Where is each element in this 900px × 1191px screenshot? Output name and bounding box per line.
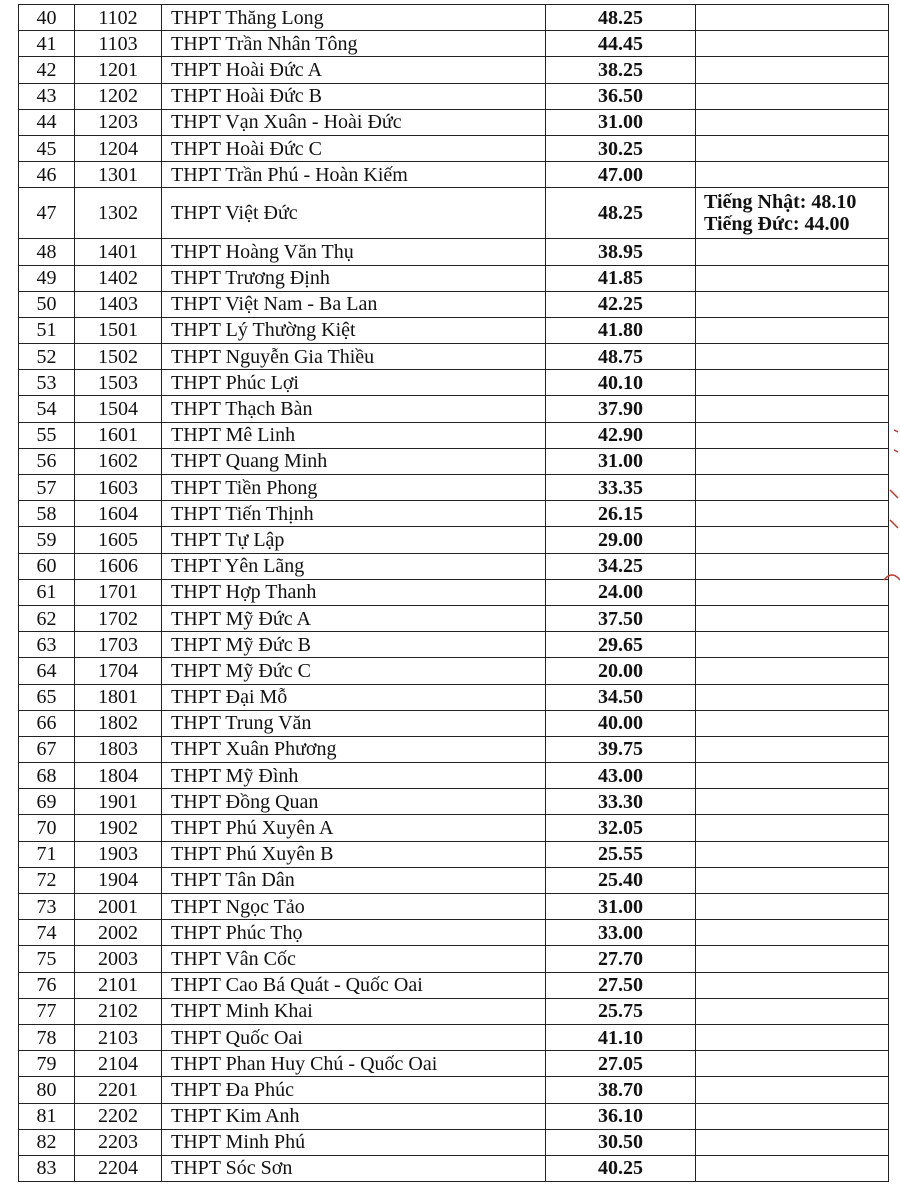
row-number-cell: 60 [19, 553, 75, 579]
row-number-cell: 51 [19, 317, 75, 343]
table-row [19, 605, 889, 631]
cutoff-score-cell: 25.40 [546, 867, 696, 893]
school-name-cell: THPT Thăng Long [162, 5, 546, 31]
school-name-cell: THPT Hoài Đức C [162, 135, 546, 161]
school-name-cell: THPT Hoài Đức A [162, 57, 546, 83]
school-code-cell: 1602 [75, 448, 162, 474]
note-cell [696, 632, 889, 658]
cutoff-score-cell: 42.90 [546, 422, 696, 448]
row-number-cell: 59 [19, 527, 75, 553]
table-row [19, 736, 889, 762]
school-name-cell: THPT Xuân Phương [162, 736, 546, 762]
note-cell [696, 527, 889, 553]
school-code-cell: 1802 [75, 710, 162, 736]
note-cell [696, 815, 889, 841]
note-cell [696, 1051, 889, 1077]
row-number-cell: 80 [19, 1077, 75, 1103]
row-number-cell: 46 [19, 162, 75, 188]
admission-score-table [18, 4, 889, 1182]
cutoff-score-cell: 30.25 [546, 135, 696, 161]
school-name-cell: THPT Vạn Xuân - Hoài Đức [162, 109, 546, 135]
cutoff-score-cell: 40.25 [546, 1155, 696, 1181]
table-row [19, 684, 889, 710]
school-code-cell: 1102 [75, 5, 162, 31]
school-name-cell: THPT Đồng Quan [162, 789, 546, 815]
school-code-cell: 1904 [75, 867, 162, 893]
note-cell [696, 188, 889, 239]
school-code-cell: 2102 [75, 998, 162, 1024]
cutoff-score-cell: 33.35 [546, 475, 696, 501]
school-name-cell: THPT Minh Phú [162, 1129, 546, 1155]
row-number-cell: 70 [19, 815, 75, 841]
table-row [19, 815, 889, 841]
cutoff-score-cell: 37.50 [546, 605, 696, 631]
cutoff-score-cell: 33.00 [546, 920, 696, 946]
school-code-cell: 1103 [75, 31, 162, 57]
school-name-cell: THPT Tự Lập [162, 527, 546, 553]
school-name-cell: THPT Nguyễn Gia Thiều [162, 344, 546, 370]
table-row [19, 789, 889, 815]
school-code-cell: 1403 [75, 291, 162, 317]
note-cell [696, 57, 889, 83]
school-code-cell: 1803 [75, 736, 162, 762]
note-cell [696, 501, 889, 527]
table-row [19, 998, 889, 1024]
table-row [19, 1103, 889, 1129]
school-name-cell: THPT Minh Khai [162, 998, 546, 1024]
cutoff-score-cell: 25.55 [546, 841, 696, 867]
school-code-cell: 1402 [75, 265, 162, 291]
school-code-cell: 2103 [75, 1024, 162, 1050]
row-number-cell: 78 [19, 1024, 75, 1050]
note-cell [696, 1077, 889, 1103]
school-name-cell: THPT Đa Phúc [162, 1077, 546, 1103]
school-code-cell: 2204 [75, 1155, 162, 1181]
note-cell [696, 553, 889, 579]
school-code-cell: 2003 [75, 946, 162, 972]
school-code-cell: 1702 [75, 605, 162, 631]
note-cell [696, 239, 889, 265]
school-code-cell: 1501 [75, 317, 162, 343]
school-name-cell: THPT Mỹ Đức B [162, 632, 546, 658]
table-row [19, 239, 889, 265]
note-cell [696, 135, 889, 161]
row-number-cell: 54 [19, 396, 75, 422]
table-row [19, 579, 889, 605]
cutoff-score-cell: 29.00 [546, 527, 696, 553]
school-code-cell: 2101 [75, 972, 162, 998]
school-code-cell: 2002 [75, 920, 162, 946]
table-row [19, 475, 889, 501]
cutoff-score-cell: 31.00 [546, 448, 696, 474]
school-code-cell: 1301 [75, 162, 162, 188]
table-row [19, 632, 889, 658]
row-number-cell: 43 [19, 83, 75, 109]
school-code-cell: 1606 [75, 553, 162, 579]
table-row [19, 188, 889, 239]
cutoff-score-cell: 41.10 [546, 1024, 696, 1050]
table-row [19, 448, 889, 474]
table-row [19, 422, 889, 448]
table-row [19, 135, 889, 161]
school-name-cell: THPT Cao Bá Quát - Quốc Oai [162, 972, 546, 998]
cutoff-score-cell: 47.00 [546, 162, 696, 188]
cutoff-score-cell: 41.85 [546, 265, 696, 291]
note-cell [696, 422, 889, 448]
row-number-cell: 47 [19, 188, 75, 239]
row-number-cell: 52 [19, 344, 75, 370]
table-row [19, 501, 889, 527]
row-number-cell: 71 [19, 841, 75, 867]
note-cell [696, 291, 889, 317]
table-row [19, 894, 889, 920]
row-number-cell: 45 [19, 135, 75, 161]
table-row [19, 841, 889, 867]
note-cell [696, 867, 889, 893]
school-code-cell: 1203 [75, 109, 162, 135]
school-code-cell: 1603 [75, 475, 162, 501]
cutoff-score-cell: 27.70 [546, 946, 696, 972]
note-cell [696, 658, 889, 684]
school-name-cell: THPT Vân Cốc [162, 946, 546, 972]
note-cell [696, 396, 889, 422]
row-number-cell: 72 [19, 867, 75, 893]
school-name-cell: THPT Tân Dân [162, 867, 546, 893]
note-cell [696, 5, 889, 31]
note-cell [696, 789, 889, 815]
cutoff-score-cell: 29.65 [546, 632, 696, 658]
note-cell [696, 317, 889, 343]
note-cell [696, 265, 889, 291]
note-line: Tiếng Nhật: 48.10 [704, 191, 857, 214]
cutoff-score-cell: 32.05 [546, 815, 696, 841]
table-row [19, 317, 889, 343]
school-name-cell: THPT Quốc Oai [162, 1024, 546, 1050]
school-name-cell: THPT Mỹ Đức C [162, 658, 546, 684]
row-number-cell: 53 [19, 370, 75, 396]
row-number-cell: 48 [19, 239, 75, 265]
school-code-cell: 2001 [75, 894, 162, 920]
note-cell [696, 894, 889, 920]
row-number-cell: 58 [19, 501, 75, 527]
cutoff-score-cell: 41.80 [546, 317, 696, 343]
note-cell [696, 841, 889, 867]
school-name-cell: THPT Hoàng Văn Thụ [162, 239, 546, 265]
school-code-cell: 1204 [75, 135, 162, 161]
row-number-cell: 82 [19, 1129, 75, 1155]
cutoff-score-cell: 36.10 [546, 1103, 696, 1129]
note-line: Tiếng Đức: 44.00 [704, 213, 850, 236]
note-cell [696, 710, 889, 736]
school-code-cell: 1701 [75, 579, 162, 605]
cutoff-score-cell: 31.00 [546, 894, 696, 920]
cutoff-score-cell: 38.95 [546, 239, 696, 265]
school-name-cell: THPT Tiền Phong [162, 475, 546, 501]
school-name-cell: THPT Đại Mỗ [162, 684, 546, 710]
row-number-cell: 83 [19, 1155, 75, 1181]
note-cell [696, 684, 889, 710]
note-cell [696, 1129, 889, 1155]
note-cell [696, 162, 889, 188]
cutoff-score-cell: 27.50 [546, 972, 696, 998]
cutoff-score-cell: 48.25 [546, 188, 696, 239]
school-name-cell: THPT Việt Nam - Ba Lan [162, 291, 546, 317]
table-row [19, 83, 889, 109]
school-code-cell: 1703 [75, 632, 162, 658]
school-code-cell: 1901 [75, 789, 162, 815]
row-number-cell: 76 [19, 972, 75, 998]
school-name-cell: THPT Sóc Sơn [162, 1155, 546, 1181]
school-name-cell: THPT Ngọc Tảo [162, 894, 546, 920]
school-code-cell: 1502 [75, 344, 162, 370]
table-row [19, 265, 889, 291]
note-cell [696, 998, 889, 1024]
table-row [19, 109, 889, 135]
note-cell [696, 736, 889, 762]
note-cell [696, 763, 889, 789]
note-cell [696, 83, 889, 109]
row-number-cell: 65 [19, 684, 75, 710]
note-cell [696, 475, 889, 501]
cutoff-score-cell: 24.00 [546, 579, 696, 605]
school-name-cell: THPT Quang Minh [162, 448, 546, 474]
school-code-cell: 1601 [75, 422, 162, 448]
school-name-cell: THPT Thạch Bàn [162, 396, 546, 422]
school-code-cell: 2203 [75, 1129, 162, 1155]
table-row [19, 370, 889, 396]
school-code-cell: 1903 [75, 841, 162, 867]
school-name-cell: THPT Hợp Thanh [162, 579, 546, 605]
school-name-cell: THPT Trần Phú - Hoàn Kiếm [162, 162, 546, 188]
school-name-cell: THPT Hoài Đức B [162, 83, 546, 109]
table-row [19, 1077, 889, 1103]
table-row [19, 920, 889, 946]
school-name-cell: THPT Phú Xuyên A [162, 815, 546, 841]
note-cell [696, 1103, 889, 1129]
school-name-cell: THPT Mê Linh [162, 422, 546, 448]
cutoff-score-cell: 43.00 [546, 763, 696, 789]
cutoff-score-cell: 25.75 [546, 998, 696, 1024]
row-number-cell: 63 [19, 632, 75, 658]
note-cell [696, 579, 889, 605]
row-number-cell: 73 [19, 894, 75, 920]
table-body [19, 5, 889, 1182]
row-number-cell: 55 [19, 422, 75, 448]
school-name-cell: THPT Trương Định [162, 265, 546, 291]
row-number-cell: 40 [19, 5, 75, 31]
cutoff-score-cell: 27.05 [546, 1051, 696, 1077]
school-code-cell: 1201 [75, 57, 162, 83]
row-number-cell: 81 [19, 1103, 75, 1129]
table-row [19, 396, 889, 422]
note-cell [696, 1024, 889, 1050]
cutoff-score-cell: 38.70 [546, 1077, 696, 1103]
school-name-cell: THPT Phúc Lợi [162, 370, 546, 396]
table-row [19, 31, 889, 57]
school-name-cell: THPT Lý Thường Kiệt [162, 317, 546, 343]
row-number-cell: 68 [19, 763, 75, 789]
school-code-cell: 1401 [75, 239, 162, 265]
cutoff-score-cell: 26.15 [546, 501, 696, 527]
school-code-cell: 1604 [75, 501, 162, 527]
school-name-cell: THPT Mỹ Đức A [162, 605, 546, 631]
row-number-cell: 67 [19, 736, 75, 762]
row-number-cell: 79 [19, 1051, 75, 1077]
table-row [19, 553, 889, 579]
cutoff-score-cell: 36.50 [546, 83, 696, 109]
note-cell [696, 920, 889, 946]
school-code-cell: 1804 [75, 763, 162, 789]
note-cell [696, 1155, 889, 1181]
row-number-cell: 56 [19, 448, 75, 474]
table-row [19, 5, 889, 31]
stamp-mark [880, 420, 900, 600]
cutoff-score-cell: 37.90 [546, 396, 696, 422]
cutoff-score-cell: 44.45 [546, 31, 696, 57]
school-name-cell: THPT Yên Lãng [162, 553, 546, 579]
school-name-cell: THPT Mỹ Đình [162, 763, 546, 789]
cutoff-score-cell: 33.30 [546, 789, 696, 815]
cutoff-score-cell: 48.75 [546, 344, 696, 370]
table-row [19, 658, 889, 684]
school-code-cell: 1902 [75, 815, 162, 841]
school-code-cell: 1504 [75, 396, 162, 422]
table-row [19, 1129, 889, 1155]
row-number-cell: 74 [19, 920, 75, 946]
row-number-cell: 69 [19, 789, 75, 815]
cutoff-score-cell: 48.25 [546, 5, 696, 31]
row-number-cell: 44 [19, 109, 75, 135]
table-row [19, 1155, 889, 1181]
row-number-cell: 61 [19, 579, 75, 605]
row-number-cell: 62 [19, 605, 75, 631]
school-code-cell: 1801 [75, 684, 162, 710]
note-cell [696, 946, 889, 972]
school-name-cell: THPT Phan Huy Chú - Quốc Oai [162, 1051, 546, 1077]
row-number-cell: 64 [19, 658, 75, 684]
row-number-cell: 41 [19, 31, 75, 57]
school-name-cell: THPT Tiến Thịnh [162, 501, 546, 527]
note-cell [696, 344, 889, 370]
school-name-cell: THPT Phú Xuyên B [162, 841, 546, 867]
school-code-cell: 2202 [75, 1103, 162, 1129]
note-cell [696, 605, 889, 631]
row-number-cell: 77 [19, 998, 75, 1024]
cutoff-score-cell: 39.75 [546, 736, 696, 762]
cutoff-score-cell: 42.25 [546, 291, 696, 317]
table-row [19, 763, 889, 789]
school-code-cell: 2201 [75, 1077, 162, 1103]
table-row [19, 527, 889, 553]
school-name-cell: THPT Phúc Thọ [162, 920, 546, 946]
table-row [19, 57, 889, 83]
school-code-cell: 1302 [75, 188, 162, 239]
table-row [19, 972, 889, 998]
note-cell [696, 370, 889, 396]
row-number-cell: 50 [19, 291, 75, 317]
row-number-cell: 66 [19, 710, 75, 736]
table-row [19, 1024, 889, 1050]
row-number-cell: 57 [19, 475, 75, 501]
school-code-cell: 1605 [75, 527, 162, 553]
cutoff-score-cell: 40.10 [546, 370, 696, 396]
school-name-cell: THPT Trung Văn [162, 710, 546, 736]
cutoff-score-cell: 34.25 [546, 553, 696, 579]
note-cell [696, 31, 889, 57]
cutoff-score-cell: 30.50 [546, 1129, 696, 1155]
cutoff-score-cell: 34.50 [546, 684, 696, 710]
cutoff-score-cell: 20.00 [546, 658, 696, 684]
table-row [19, 162, 889, 188]
school-code-cell: 2104 [75, 1051, 162, 1077]
cutoff-score-cell: 31.00 [546, 109, 696, 135]
note-cell [696, 448, 889, 474]
table-row [19, 1051, 889, 1077]
row-number-cell: 75 [19, 946, 75, 972]
cutoff-score-cell: 40.00 [546, 710, 696, 736]
school-name-cell: THPT Việt Đức [162, 188, 546, 239]
table-row [19, 291, 889, 317]
note-cell [696, 972, 889, 998]
school-name-cell: THPT Kim Anh [162, 1103, 546, 1129]
note-cell [696, 109, 889, 135]
school-code-cell: 1202 [75, 83, 162, 109]
school-code-cell: 1704 [75, 658, 162, 684]
row-number-cell: 42 [19, 57, 75, 83]
row-number-cell: 49 [19, 265, 75, 291]
table-row [19, 946, 889, 972]
table-row [19, 710, 889, 736]
school-name-cell: THPT Trần Nhân Tông [162, 31, 546, 57]
cutoff-score-cell: 38.25 [546, 57, 696, 83]
school-code-cell: 1503 [75, 370, 162, 396]
table-row [19, 867, 889, 893]
table-row [19, 344, 889, 370]
